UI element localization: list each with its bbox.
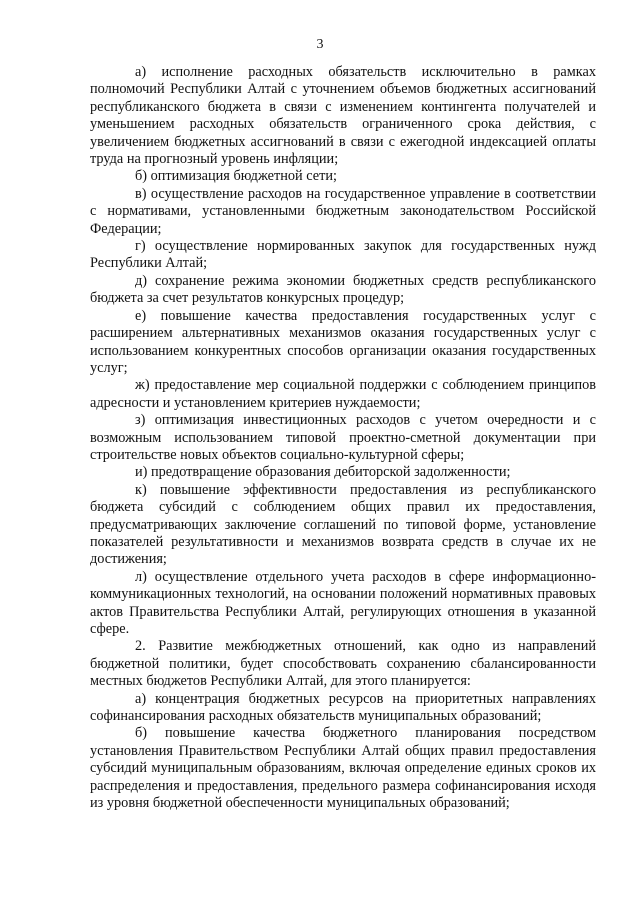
paragraph-i-receivables: и) предотвращение образования дебиторской задолженности; (135, 464, 511, 481)
paragraph-k-subsidies: к) повышение эффективности предоставления из республиканского бюджета субсидий с соблюдением общих правил их предоставления, предусматривающих заключение соглашений по типовой форме, установление показателей результативности и механизмов возврата средств в случае их не достижения; (90, 481, 596, 568)
paragraph-e-public-services: е) повышение качества предоставления государственных услуг с расширением альтернативных механизмов оказания государственных услуг с использованием конкурентных способов организации оказания государственных услуг; (90, 307, 596, 376)
page-number: 3 (316, 37, 324, 52)
paragraph-2-interbudget-relations: 2. Развитие межбюджетных отношений, как одно из направлений бюджетной политики, будет способствовать сохранению сбалансированности местных бюджетов Республики Алтай, для этого планируется: (90, 638, 596, 690)
paragraph-v-state-administration: в) осуществление расходов на государственное управление в соответствии с нормативами, установленными бюджетным законодательством Российской Федерации; (90, 185, 596, 237)
paragraph-z-investment: з) оптимизация инвестиционных расходов с учетом очередности и с возможным использованием типовой проектно-сметной документации при строительстве новых объектов социально-культурной сферы; (90, 412, 596, 463)
paragraph-g-procurement: г) осуществление нормированных закупок для государственных нужд Республики Алтай; (90, 238, 596, 272)
paragraph-a-spending-obligations: а) исполнение расходных обязательств исключительно в рамках полномочий Республики Алтай с уточнением объемов бюджетных ассигнований республиканского бюджета в связи с изменением контингента получателей и уменьшением расходных обязательств ограниченного срока действия, с увеличением бюджетных ассигнований в связи с ежегодной индексацией оплаты труда на прогнозный уровень инфляции; (90, 64, 596, 168)
paragraph-l-ict-accounting: л) осуществление отдельного учета расходов в сфере информационно-коммуникационных технологий, на основании положений нормативных правовых актов Правительства Республики Алтай, регулирующих отношения в указанной сфере. (90, 568, 596, 637)
document-body (90, 64, 596, 812)
paragraph-zh-social-support: ж) предоставление мер социальной поддержки с соблюдением принципов адресности и установлением критериев нуждаемости; (90, 377, 596, 411)
paragraph-b-budget-network: б) оптимизация бюджетной сети; (135, 168, 337, 185)
paragraph-b-planning-quality: б) повышение качества бюджетного планирования посредством установления Правительством Республики Алтай общих правил предоставления субсидий муниципальным образованиям, включая определение единых сроков их распределения и предоставления, предельного размера софинансирования исходя из уровня бюджетной обеспеченности муниципальных образований; (90, 725, 596, 812)
paragraph-a-resource-concentration: а) концентрация бюджетных ресурсов на приоритетных направлениях софинансирования расходных обязательств муниципальных образований; (90, 690, 596, 725)
paragraph-d-economy-regime: д) сохранение режима экономии бюджетных средств республиканского бюджета за счет результатов конкурсных процедур; (90, 272, 596, 307)
